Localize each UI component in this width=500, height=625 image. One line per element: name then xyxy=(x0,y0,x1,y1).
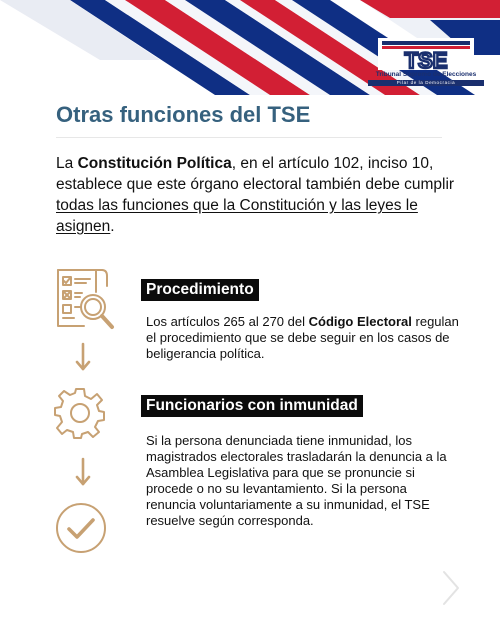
codigo-electoral-bold: Código Electoral xyxy=(308,314,412,329)
procedimiento-label: Procedimiento xyxy=(141,279,259,301)
intro-bold: Constitución Política xyxy=(77,155,232,172)
intro-text-3: . xyxy=(110,218,115,235)
intro-paragraph xyxy=(56,153,456,237)
arrow-down-icon xyxy=(75,457,91,487)
funcionarios-label: Funcionarios con inmunidad xyxy=(141,395,363,417)
intro-text-1: La xyxy=(56,155,78,172)
page-title: Otras funciones del TSE xyxy=(56,102,311,127)
document-magnifier-icon xyxy=(52,266,116,332)
chevron-right-icon[interactable] xyxy=(440,570,462,606)
procedimiento-text xyxy=(146,314,461,362)
procedimiento-text-1: Los artículos 265 al 270 del xyxy=(146,314,309,329)
tse-logo-motto: Pilar de la Democracia xyxy=(368,80,484,86)
procedimiento-text-2: regulan el procedimiento que se debe seguir en los casos de beligerancia política. xyxy=(146,314,459,361)
intro-underlined: todas las funciones que la Constitución y las leyes le asignen xyxy=(56,197,418,235)
title-divider xyxy=(56,137,442,138)
check-circle-icon xyxy=(55,502,107,554)
tse-logo-acronym: TSE xyxy=(404,48,448,70)
intro-text-2: , en el artículo 102, inciso 10, establece que este órgano electoral también debe cumplir xyxy=(56,155,455,193)
funcionarios-text: Si la persona denunciada tiene inmunidad, los magistrados electorales trasladarán la denuncia a la Asamblea Legislativa para que se pronuncie si procede o no su levantamiento. Si la persona renuncia voluntariamente a su inmunidad, el TSE resuelve según corresponda. xyxy=(146,433,447,528)
gear-icon xyxy=(54,387,106,439)
tse-logo-name: Tribunal Supremo de Elecciones xyxy=(375,71,477,78)
tse-logo xyxy=(366,38,486,88)
arrow-down-icon xyxy=(75,342,91,372)
tse-logo-mark xyxy=(378,38,474,70)
